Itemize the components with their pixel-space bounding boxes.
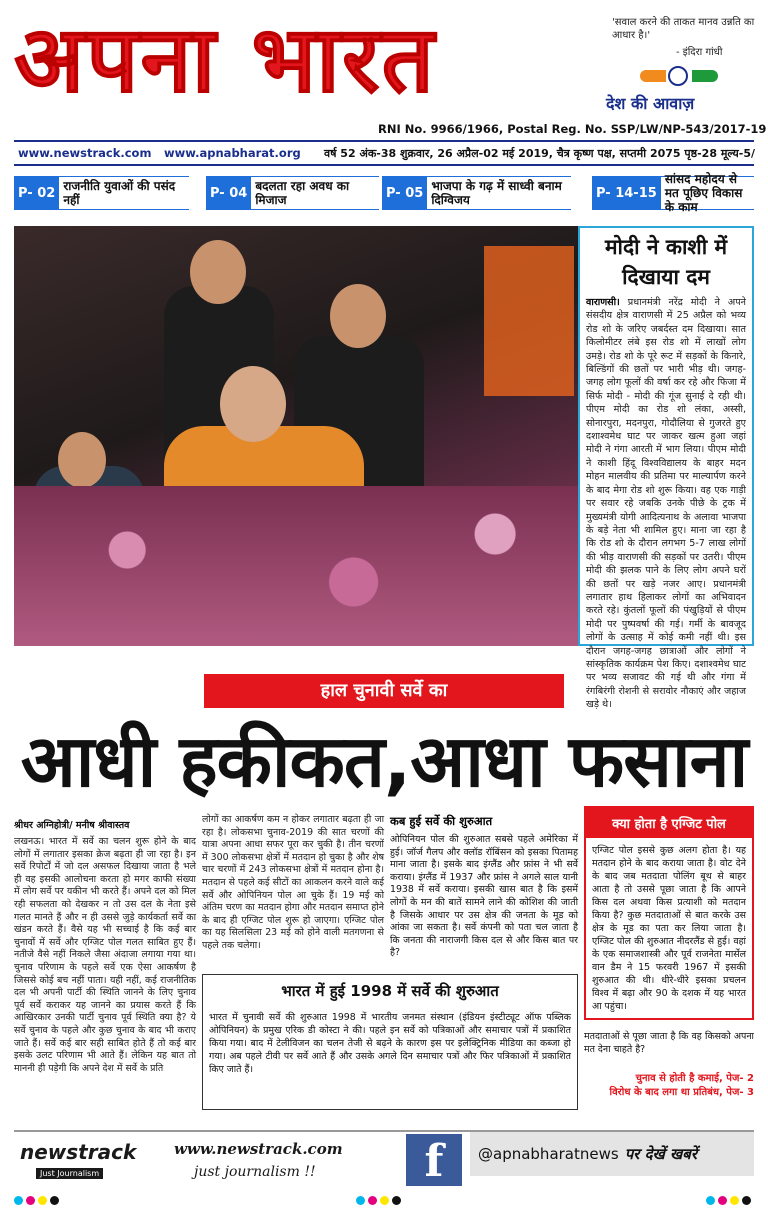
photo-head bbox=[220, 366, 286, 442]
masthead-tagline: देश की आवाज़ bbox=[606, 94, 695, 113]
masthead-quote-author: - इंदिरा गांधी bbox=[676, 47, 723, 58]
lead-story-body bbox=[586, 296, 746, 712]
photo-head bbox=[58, 432, 106, 488]
reg-mark bbox=[50, 1196, 59, 1205]
reg-mark bbox=[706, 1196, 715, 1205]
exit-poll-tail: मतदाताओं से पूछा जाता है कि वह किसको अपना मत देना चाहते है? bbox=[584, 1031, 754, 1055]
rni-number: RNI No. 9966/1966, Postal Reg. No. SSP/LW/NP-543/2017-19 bbox=[378, 122, 767, 136]
teaser-item[interactable] bbox=[14, 176, 190, 210]
teaser-item[interactable] bbox=[592, 172, 754, 214]
page-teasers bbox=[14, 172, 754, 214]
teaser-page: P- 04 bbox=[206, 176, 251, 210]
issue-details: वर्ष 52 अंक-38 शुक्रवार, 26 अप्रैल-02 मई 2019, चैत्र कृष्ण पक्ष, सप्तमी 2075 पृष्ठ-28 मूल्य-5/ bbox=[324, 147, 756, 160]
teaser-text: सांसद महोदय से मत पूछिए विकास के काम bbox=[661, 176, 754, 210]
lead-dateline: वाराणसी। bbox=[586, 297, 620, 308]
article-column-2: लोगों का आकर्षण कम न होकर लगातार बढ़ता ही जा रहा है। लोकसभा चुनाव-2019 की सात चरणों की यात्रा अपना आधा सफर पूरा कर चुकी है। तीन चरणों में 300 लोकसभा क्षेत्रों में मतदान हो चुका है और शेष चार चरणों में 243 लोकसभा क्षेत्रों में मतदान होना है। मतदान से पहले कई सीटों का आकलन करने वाले कई सर्वे और ओपिनियन पोल आ चुके हैं। 19 मई को अंतिम चरण का मतदान होगा और मतदान समाप्त होने के बाद ही एग्जिट पोल शुरू हो जाएगा। एग्जिट पोल का यह सिलसिला 23 मई को होने वाली मतगणना से पहले तक चलेगा। bbox=[202, 814, 384, 951]
main-headline: आधी हकीकत,आधा फसाना bbox=[20, 719, 748, 803]
box-1998-body: भारत में चुनावी सर्वे की शुरुआत 1998 में भारतीय जनमत संस्थान (इंडियन इंस्टीट्यूट ऑफ पब्लिक ओपिनियन) के प्रमुख एरिक डी कोस्टा ने की। पहले इन सर्वे को पत्रिकाओं और समाचार पत्रों में प्रकाशित किया गया। बाद में टेलीविजन का चलन तेजी से बढ़ने के कारण इस पर इलेक्ट्रिनिक मीडिया का कब्जा हो गया। अब पहले टीवी पर सर्वे आते हैं और उसके अगले दिन समाचार पत्रों और फिर पत्रिकाओं में प्रकाशित किए जाते हैं। bbox=[209, 1012, 571, 1075]
teaser-text: राजनीति युवाओं की पसंद नहीं bbox=[59, 176, 189, 210]
reg-mark bbox=[380, 1196, 389, 1205]
subhead-survey-origin: कब हुई सर्वे की शुरुआत bbox=[390, 814, 493, 828]
print-registration-marks bbox=[0, 1196, 768, 1208]
photo-head bbox=[190, 240, 246, 304]
newstrack-logo-tag: Just Journalism bbox=[36, 1168, 103, 1179]
facebook-icon[interactable]: f bbox=[406, 1134, 462, 1186]
article-column-1: लखनऊ। भारत में सर्वे का चलन शुरू होने के बाद लोगों में लगातार इसका क्रेज बढ़ता ही जा रहा है। इन सर्वे रिपोर्टों में जो दल असफल दिखाया जाता है भले ही वह इसकी आलोचना करता हो मगर काफी संख्या में लोग सर्वे पर यकीन भी करते हैं। अपने दल को मिल रही सफलता को देखकर न तो उस दल के नेता इसे गलत मानते हैं और न ही उससे जुड़े कार्यकर्ता सर्वे का खंडन करते हैं। वैसे यह भी सच्चाई है कि कई बार चुनावों में सर्वे और एग्जिट पोल गलत साबित हुए हैं। नतीजे वैसे नहीं निकले जैसा अंदाजा लगाया गया था। चुनाव परिणाम के पहले सर्वे एक ऐसा आकर्षण है जिससे कोई बच नहीं पाता। यही नहीं, कई राजनीतिक दल भी अपनी पार्टी की स्थिति जानने के लिए चुनाव पूर्व सर्वे कराकर यह जानने का प्रयास करते हैं कि आखिरकार उनकी पार्टी चुनाव पूर्व स्थिति क्या है? ये सर्वे चुनाव के पहले और कुछ चुनाव के बाद भी कराए जाते हैं। सर्वे कई बार सही साबित होते हैं तो कई बार इसके उलट परिणाम भी आते हैं। लेकिन यह बात तो माननी ही पड़ेगी कि अपने देश में सर्वे के प्रति bbox=[14, 836, 196, 1074]
footer-ad bbox=[14, 1130, 754, 1190]
headline-kicker: हाल चुनावी सर्वे का bbox=[204, 674, 564, 708]
facebook-handle-text: @apnabharatnews bbox=[478, 1145, 619, 1163]
lead-text: प्रधानमंत्री नरेंद्र मोदी ने अपने संसदीय क्षेत्र वाराणसी में 25 अप्रैल को भव्य रोड शो के जरिए जबर्दस्त दम दिखाया। सात किलोमीटर लंबे इस रोड शो में लाखों लोग उमड़े। रोड शो के पूरे रूट में सड़कों के किनारे, बिल्डिंगों की छतों पर भारी भीड़ थी। जगह-जगह लोग फूलों की वर्षा कर रहे और फिजा में सिर्फ मोदी - मोदी की गूंज सुनाई दे रही थी। पीएम मोदी का रोड शो लंका, अस्सी, सोनारपुरा, मदनपुरा, गोदौलिया से गुजरते हुए दशाश्वमेध घाट पर जाकर खत्म हुआ जहां मोदी ने गंगा आरती में भाग लिया। पीएम मोदी ने काशी हिंदू विश्वविद्यालय के बाहर मदन मोहन मालवीय की प्रतिमा पर माल्यार्पण करने के बाद मेगा रोड शो शुरू किया। वह एक गाड़ी पर सवार रहे जबकि उनके पीछे के ट्रक में मुख्यमंत्री योगी आदित्यनाथ के अलावा भाजपा के बड़े नेता भी शामिल हुए। माना जा रहा है कि रोड शो के दौरान लगभग 5-7 लाख लोगों की भीड़ वाराणसी की सड़कों पर उतरी। पीएम मोदी की झलक पाने के लिए लोग अपने घरों की छतों पर खड़े नजर आए। प्रधानमंत्री लगातार हाथ हिलाकर लोगों का अभिवादन करते रहे। कुंतलों फूलों की पंखुड़ियों से पीएम मोदी पर पुष्पवर्षा की गई। गर्मी के बावजूद लोगों के उत्साह में कोई कमी नहीं थी। इस दौरान जगह-जगह छात्राओं और लोगों ने सांस्कृतिक कार्यक्रम पेश किए। दशाश्वमेध घाट पर भव्य सजावट की गई थी और गंगा में रंगबिरंगी रोशनी से सरावोर नौकाएं और जहाज खड़े थे। bbox=[586, 297, 746, 711]
reg-mark bbox=[392, 1196, 401, 1205]
teaser-item[interactable] bbox=[382, 176, 572, 210]
reference-page-3[interactable]: विरोध के बाद लगा था प्रतिबंध, पेज- 3 bbox=[609, 1087, 754, 1098]
newstrack-link[interactable]: www.newstrack.com bbox=[18, 146, 152, 160]
reference-page-2[interactable]: चुनाव से होती है कमाई, पेज- 2 bbox=[635, 1073, 754, 1084]
sidebar-box-1998 bbox=[202, 974, 578, 1110]
reg-mark bbox=[718, 1196, 727, 1205]
footer-site-link[interactable]: www.newstrack.com bbox=[174, 1140, 343, 1158]
lead-story bbox=[578, 226, 754, 711]
photo-head bbox=[330, 284, 386, 348]
box-1998-title: भारत में हुई 1998 में सर्वे की शुरुआत bbox=[281, 982, 499, 1000]
photo-petals bbox=[14, 486, 580, 646]
facebook-handle-suffix: पर देखें खबरें bbox=[624, 1145, 698, 1163]
page-references bbox=[584, 1072, 754, 1100]
reg-mark bbox=[368, 1196, 377, 1205]
photo-flag bbox=[484, 246, 574, 396]
flag-saffron bbox=[640, 70, 666, 82]
exit-poll-body: एग्जिट पोल इससे कुछ अलग होता है। यह मतदान होने के बाद कराया जाता है। वोट देने के बाद जब मतदाता पोलिंग बूथ से बाहर आता है तो उससे पूछा जाता है कि आपने किस दल अथवा किस प्रत्याशी को मतदान किया है? कुछ मतदाताओं से बात करके उस क्षेत्र के मूड का पता कर लिया जाता है। एग्जिट पोल की शुरुआत नीदरलैंड से हुई। वहां के एक समाजशास्त्री और पूर्व राजनेता मार्सेल वान डैम ने 15 फरवरी 1967 में इसकी शुरुआत की थी। धीरे-धीरे इसका प्रचलन विश्व में बढ़ा और 90 के दशक में यह भारत आ पहुंचा। bbox=[592, 845, 746, 1012]
teaser-text: बदलता रहा अवध का मिजाज bbox=[251, 176, 379, 210]
newspaper-title: अपना भारत bbox=[14, 6, 437, 113]
teaser-text: भाजपा के गढ़ में साध्वी बनाम दिग्विजय bbox=[427, 176, 571, 210]
facebook-handle[interactable] bbox=[470, 1132, 754, 1176]
reg-mark bbox=[356, 1196, 365, 1205]
teaser-page: P- 14-15 bbox=[592, 176, 661, 210]
newstrack-logo[interactable] bbox=[20, 1140, 154, 1186]
teaser-item[interactable] bbox=[206, 176, 382, 210]
lead-story-title: मोदी ने काशी में दिखाया दम bbox=[604, 235, 728, 289]
reg-mark bbox=[26, 1196, 35, 1205]
article-column-3: ओपिनियन पोल की शुरुआत सबसे पहले अमेरिका में हुई। जॉर्ज गैलप और क्लॉड रॉबिंसन को इसका पितामह माना जाता है। इसके बाद इंग्लैंड और फ्रांस ने भी सर्वे कराया। इंग्लैंड में 1937 और फ्रांस ने अगले साल यानी 1938 में सर्वे कराया। इसकी खास बात है कि इसमें लोगों के मन की बातें सामने लाने की कोशिश की जाती है जिसके आधार पर उस क्षेत्र की जनता के मूड को आंका जा सकता है। सर्वे कंपनी को पता चल जाता है कि जनता की नाराजगी किस दल से और किस बात पर है? bbox=[390, 834, 578, 959]
exit-poll-box bbox=[584, 806, 754, 1020]
ashoka-chakra-icon bbox=[668, 66, 688, 86]
teaser-page: P- 05 bbox=[382, 176, 427, 210]
reg-mark bbox=[14, 1196, 23, 1205]
apnabharat-link[interactable]: www.apnabharat.org bbox=[164, 146, 301, 160]
teaser-page: P- 02 bbox=[14, 176, 59, 210]
masthead bbox=[0, 0, 768, 140]
lead-photo bbox=[14, 226, 580, 646]
info-bar bbox=[14, 140, 754, 166]
flag-green bbox=[692, 70, 718, 82]
reg-mark bbox=[742, 1196, 751, 1205]
reg-mark bbox=[730, 1196, 739, 1205]
masthead-quote: 'सवाल करने की ताकत मानव उन्नति का आधार है।' bbox=[612, 17, 755, 41]
newstrack-logo-name: newstrack bbox=[20, 1140, 137, 1164]
exit-poll-title: क्या होता है एग्जिट पोल bbox=[586, 808, 752, 838]
reg-mark bbox=[38, 1196, 47, 1205]
footer-tagline: just journalism !! bbox=[194, 1164, 316, 1180]
byline: श्रीधर अग्निहोत्री/ मनीष श्रीवास्तव bbox=[14, 820, 130, 831]
